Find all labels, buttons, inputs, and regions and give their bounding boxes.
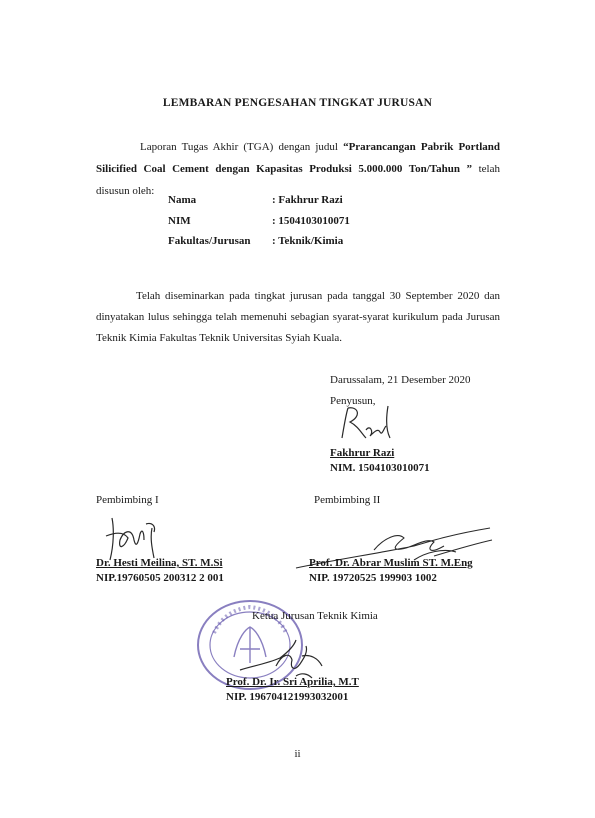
supervisor1-label: Pembimbing I (96, 494, 159, 506)
author-name: Fakhrur Razi (330, 447, 395, 459)
intro-suffix: telah disusun oleh: (96, 163, 500, 197)
page-title: LEMBARAN PENGESAHAN TINGKAT JURUSAN (162, 97, 433, 109)
place-date: Darussalam, 21 Desember 2020 (330, 374, 471, 386)
head-nip: NIP. 196704121993032001 (226, 691, 349, 703)
supervisor1-nip: NIP.19760505 200312 2 001 (96, 572, 224, 584)
supervisor2-name: Prof. Dr. Abrar Muslim ST. M.Eng (309, 557, 473, 569)
author-label: Penyusun, (330, 395, 376, 407)
author-nim: NIM. 1504103010071 (330, 462, 430, 474)
identity-table (168, 194, 350, 256)
identity-value: : 1504103010071 (272, 214, 350, 227)
seminar-paragraph (96, 286, 500, 349)
identity-label: NIM (168, 214, 191, 227)
supervisor1-name: Dr. Hesti Meilina, ST. M.Si (96, 557, 223, 569)
identity-label: Fakultas/Jurusan (168, 235, 251, 247)
identity-value: : Teknik/Kimia (272, 235, 344, 247)
identity-row-nim (168, 215, 350, 236)
head-name: Prof. Dr. Ir. Sri Aprilia, M.T (226, 676, 359, 688)
identity-row-faculty (168, 235, 350, 256)
supervisor2-nip: NIP. 19720525 199903 1002 (309, 572, 437, 584)
intro-prefix: Laporan Tugas Akhir (TGA) dengan judul (140, 141, 344, 153)
seminar-text: Telah diseminarkan pada tingkat jurusan pada tanggal 30 September 2020 dan dinyatakan lulus sehingga telah memenuhi sebagian syarat-syarat kurikulum pada Jurusan Teknik Kimia Fakultas Teknik Universitas Syiah Kuala. (96, 290, 500, 344)
page-number: ii (294, 748, 301, 760)
head-label: Ketua Jurusan Teknik Kimia (252, 610, 378, 622)
author-signature (336, 402, 406, 444)
identity-label: Nama (168, 194, 197, 206)
thesis-title: “Prarancangan Pabrik Portland Silicified Coal Cement dengan Kapasitas Produksi 5.000.000 Ton/Tahun ” (96, 141, 501, 175)
supervisor2-label: Pembimbing II (314, 494, 381, 506)
identity-row-name (168, 194, 350, 215)
identity-value: : Fakhrur Razi (272, 194, 343, 206)
intro-paragraph (96, 136, 500, 202)
